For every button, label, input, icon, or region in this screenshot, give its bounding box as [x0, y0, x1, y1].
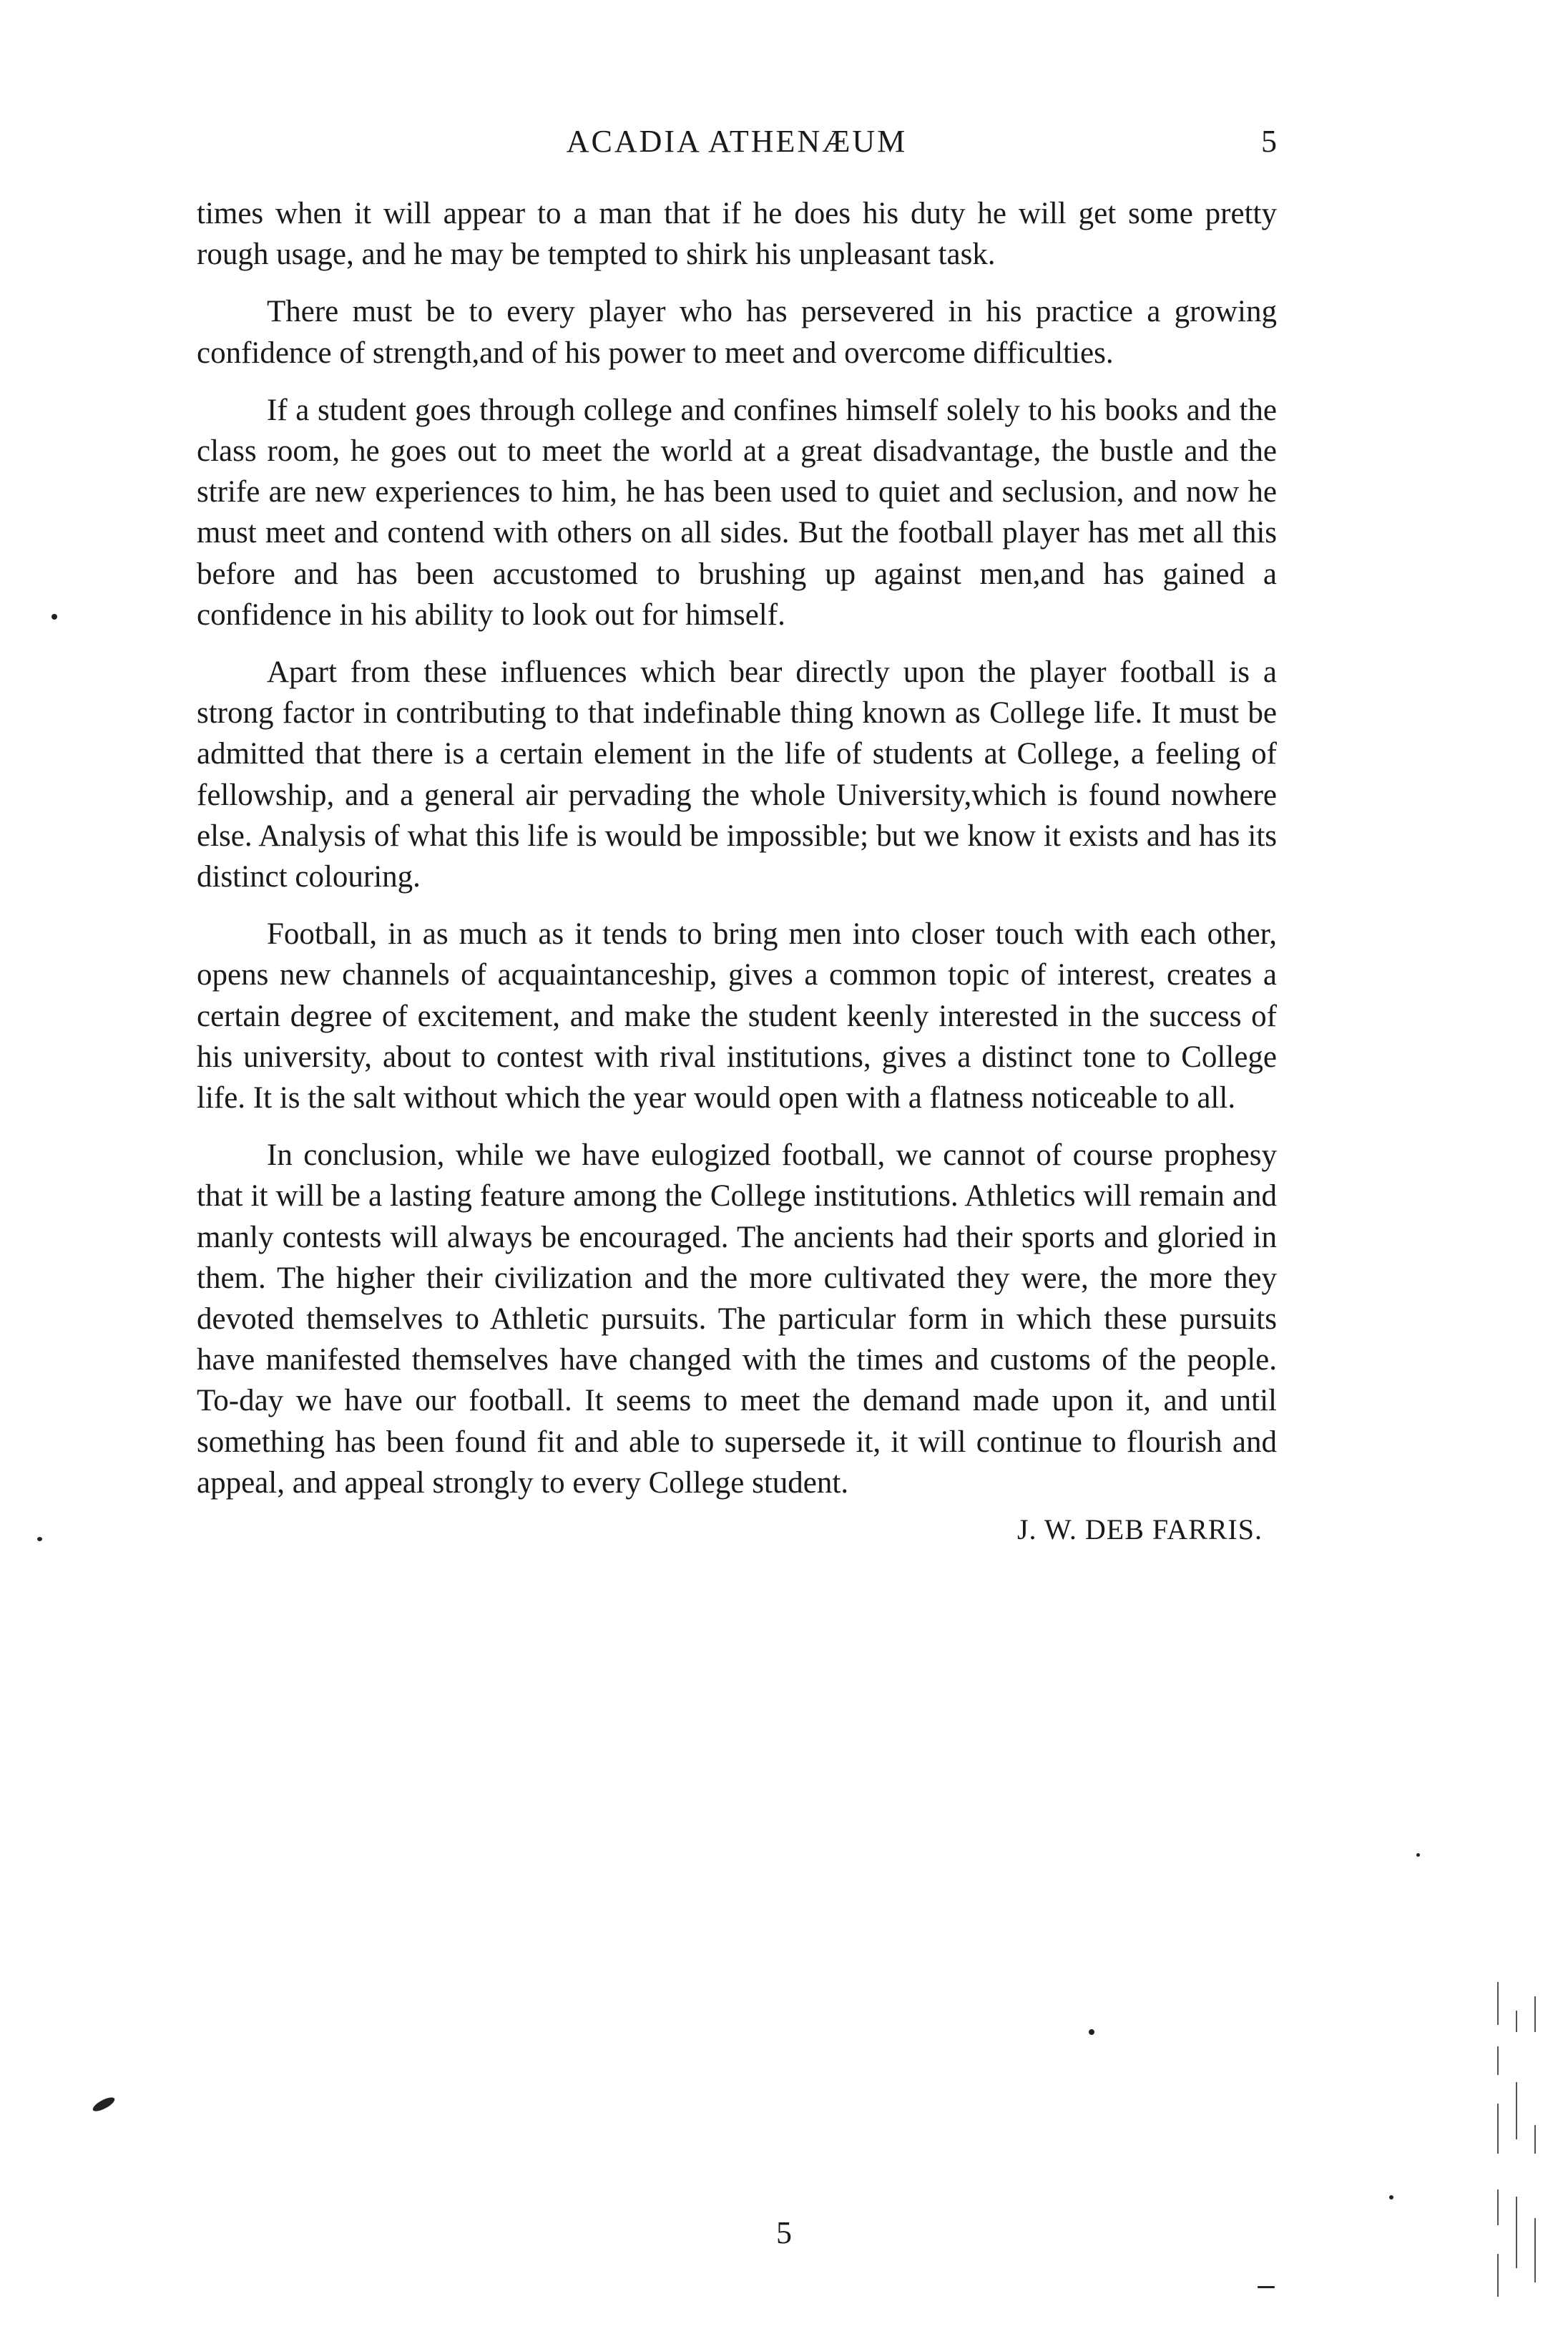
paragraph: Football, in as much as it tends to bring men into closer touch with each other, opens new channels of acquaintanceship, gives a common topic of interest, creates a certain degree of excitement, and make the student keenly interested in the success of his university, about to contest with rival institutions, gives a distinct tone to College life. It is the salt without which the year would open with a flatness noticeable to all.: [197, 917, 1277, 1115]
article-body: [197, 193, 1277, 1546]
paragraph: There must be to every player who has persevered in his practice a growing confidence of strength,and of his power to meet and overcome difficulties.: [197, 295, 1277, 370]
scan-speck: [1416, 1853, 1420, 1857]
paragraph: Apart from these influences which bear directly upon the player football is a strong factor in contributing to that indefinable thing known as College life. It must be admitted that there is a certain element in the life of students at College, a feeling of fellowship, and a general air pervading the whole University,which is found nowhere else. Analysis of what this life is would be impossible; but we know it exists and has its distinct colouring.: [197, 655, 1277, 894]
scan-speck: [37, 1537, 42, 1541]
paragraph: In conclusion, while we have eulogized football, we cannot of course prophesy that it will be a lasting feature among the College institutions. Athletics will remain and manly contests will always be encouraged. The ancients had their sports and gloried in them. The higher their civilization and the more cultivated they were, the more they devoted themselves to Athletic pursuits. The particular form in which these pursuits have manifested themselves have changed with the times and customs of the people. To-day we have our football. It seems to meet the demand made upon it, and until something has been found fit and able to supersede it, it will continue to flourish and appeal, and appeal strongly to every College student.: [197, 1138, 1277, 1500]
scan-speck: [1089, 2029, 1094, 2035]
scan-edge-artifacts: [1491, 1982, 1549, 2311]
running-title: ACADIA ATHENÆUM: [566, 124, 908, 159]
running-head: [197, 123, 1277, 166]
author-signature: J. W. DEB FARRIS.: [1016, 1513, 1263, 1546]
scan-speck: [52, 614, 57, 620]
scan-speck: [91, 2095, 117, 2114]
paragraph-continued: times when it will appear to a man that if he does his duty he will get some pretty rough usage, and he may be tempted to shirk his unpleasant task.: [197, 197, 1277, 272]
footer-page-number: 5: [776, 2215, 792, 2250]
scan-speck: [1258, 2286, 1275, 2288]
paragraph: If a student goes through college and confines himself solely to his books and the class room, he goes out to meet the world at a great disadvantage, the bustle and the strife are new experiences to him, he has been used to quiet and seclusion, and now he must meet and contend with others on all sides. But the football player has met all this before and has been accustomed to brushing up against men,and has gained a confidence in his ability to look out for himself.: [197, 393, 1277, 632]
running-page-number: 5: [1261, 124, 1277, 159]
scan-speck: [1389, 2195, 1393, 2199]
